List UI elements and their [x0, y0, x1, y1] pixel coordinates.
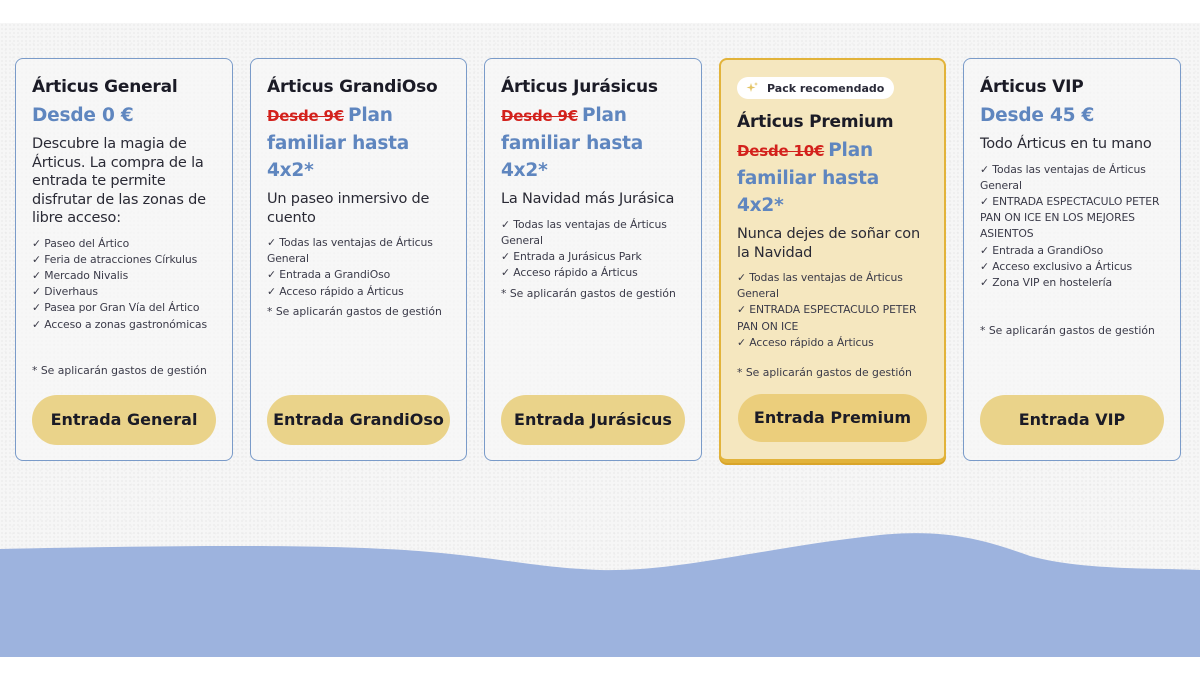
plan-description: Nunca dejes de soñar con la Navidad — [737, 226, 920, 261]
feature-item: ✓ Acceso rápido a Árticus — [267, 284, 404, 298]
feature-item: ✓ Entrada a Jurásicus Park — [501, 249, 642, 263]
feature-item: ✓ ENTRADA ESPECTACULO PETER PAN ON ICE — [737, 303, 917, 333]
price-value: Plan familiar hasta 4x2* — [267, 105, 410, 181]
plan-card-premium — [719, 58, 946, 463]
feature-item: ✓ Entrada a GrandiOso — [267, 268, 391, 282]
feature-item: ✓ Acceso a zonas gastronómicas — [32, 317, 207, 331]
fees-note: * Se aplicarán gastos de gestión — [267, 305, 442, 318]
plan-price — [501, 102, 685, 184]
feature-list — [737, 270, 928, 351]
old-price: Desde 9€ — [267, 107, 344, 125]
price-value: Plan familiar hasta 4x2* — [737, 140, 880, 216]
feature-item: ✓ Entrada a GrandiOso — [980, 243, 1104, 257]
decorative-wave — [0, 530, 1200, 657]
plan-card-grandioso — [250, 58, 467, 461]
old-price: Desde 10€ — [737, 142, 825, 160]
fees-note: * Se aplicarán gastos de gestión — [737, 366, 912, 379]
plan-card-vip — [963, 58, 1181, 461]
feature-item: ✓ Todas las ventajas de Árticus General — [267, 236, 433, 266]
plan-title: Árticus General — [32, 77, 178, 97]
plan-card-general — [15, 58, 233, 461]
plan-description: Un paseo inmersivo de cuento — [267, 191, 430, 226]
plan-title: Árticus GrandiOso — [267, 77, 438, 97]
plan-price — [980, 102, 1164, 129]
feature-item: ✓ Acceso exclusivo a Árticus — [980, 259, 1133, 273]
recommended-badge — [737, 77, 894, 99]
price-value: Plan familiar hasta 4x2* — [501, 105, 644, 181]
sparkle-icon — [745, 81, 759, 95]
feature-item: ✓ Todas las ventajas de Árticus General — [501, 217, 667, 247]
feature-item: ✓ Paseo del Ártico — [32, 236, 130, 250]
feature-item: ✓ Acceso rápido a Árticus — [737, 335, 874, 349]
feature-item: ✓ Todas las ventajas de Árticus General — [737, 271, 903, 301]
feature-list — [32, 236, 216, 333]
plan-title: Árticus VIP — [980, 77, 1084, 97]
feature-item: ✓ Mercado Nivalis — [32, 268, 129, 282]
entrada-jurasicus-button[interactable]: Entrada Jurásicus — [501, 395, 685, 445]
entrada-general-button[interactable]: Entrada General — [32, 395, 216, 445]
feature-item: ✓ Acceso rápido a Árticus — [501, 266, 638, 280]
feature-item: ✓ Diverhaus — [32, 285, 98, 299]
feature-list — [501, 217, 685, 282]
feature-item: ✓ Pasea por Gran Vía del Ártico — [32, 301, 200, 315]
fees-note: * Se aplicarán gastos de gestión — [980, 324, 1155, 337]
entrada-vip-button[interactable]: Entrada VIP — [980, 395, 1164, 445]
entrada-premium-button[interactable]: Entrada Premium — [738, 394, 927, 442]
feature-item: ✓ Todas las ventajas de Árticus General — [980, 162, 1146, 192]
badge-label: Pack recomendado — [767, 81, 885, 95]
plan-card-jurasicus — [484, 58, 702, 461]
entrada-grandioso-button[interactable]: Entrada GrandiOso — [267, 395, 450, 445]
plan-title: Árticus Premium — [737, 112, 894, 132]
plan-description: Todo Árticus en tu mano — [980, 136, 1152, 152]
plan-price — [32, 102, 216, 129]
plan-price — [737, 137, 928, 219]
feature-item: ✓ Feria de atracciones Církulus — [32, 252, 198, 266]
price-value: Desde 0 € — [32, 105, 134, 126]
fees-note: * Se aplicarán gastos de gestión — [501, 287, 676, 300]
plan-description: La Navidad más Jurásica — [501, 191, 675, 207]
fees-note: * Se aplicarán gastos de gestión — [32, 364, 207, 377]
plan-price — [267, 102, 450, 184]
old-price: Desde 9€ — [501, 107, 578, 125]
feature-list — [980, 162, 1164, 292]
feature-item: ✓ ENTRADA ESPECTACULO PETER PAN ON ICE EN LOS MEJORES ASIENTOS — [980, 194, 1160, 241]
feature-list — [267, 235, 450, 300]
plan-description: Descubre la magia de Árticus. La compra de la entrada te permite disfrutar de las zonas de libre acceso: — [32, 136, 206, 226]
price-value: Desde 45 € — [980, 105, 1095, 126]
plan-title: Árticus Jurásicus — [501, 77, 658, 97]
feature-item: ✓ Zona VIP en hostelería — [980, 275, 1113, 289]
